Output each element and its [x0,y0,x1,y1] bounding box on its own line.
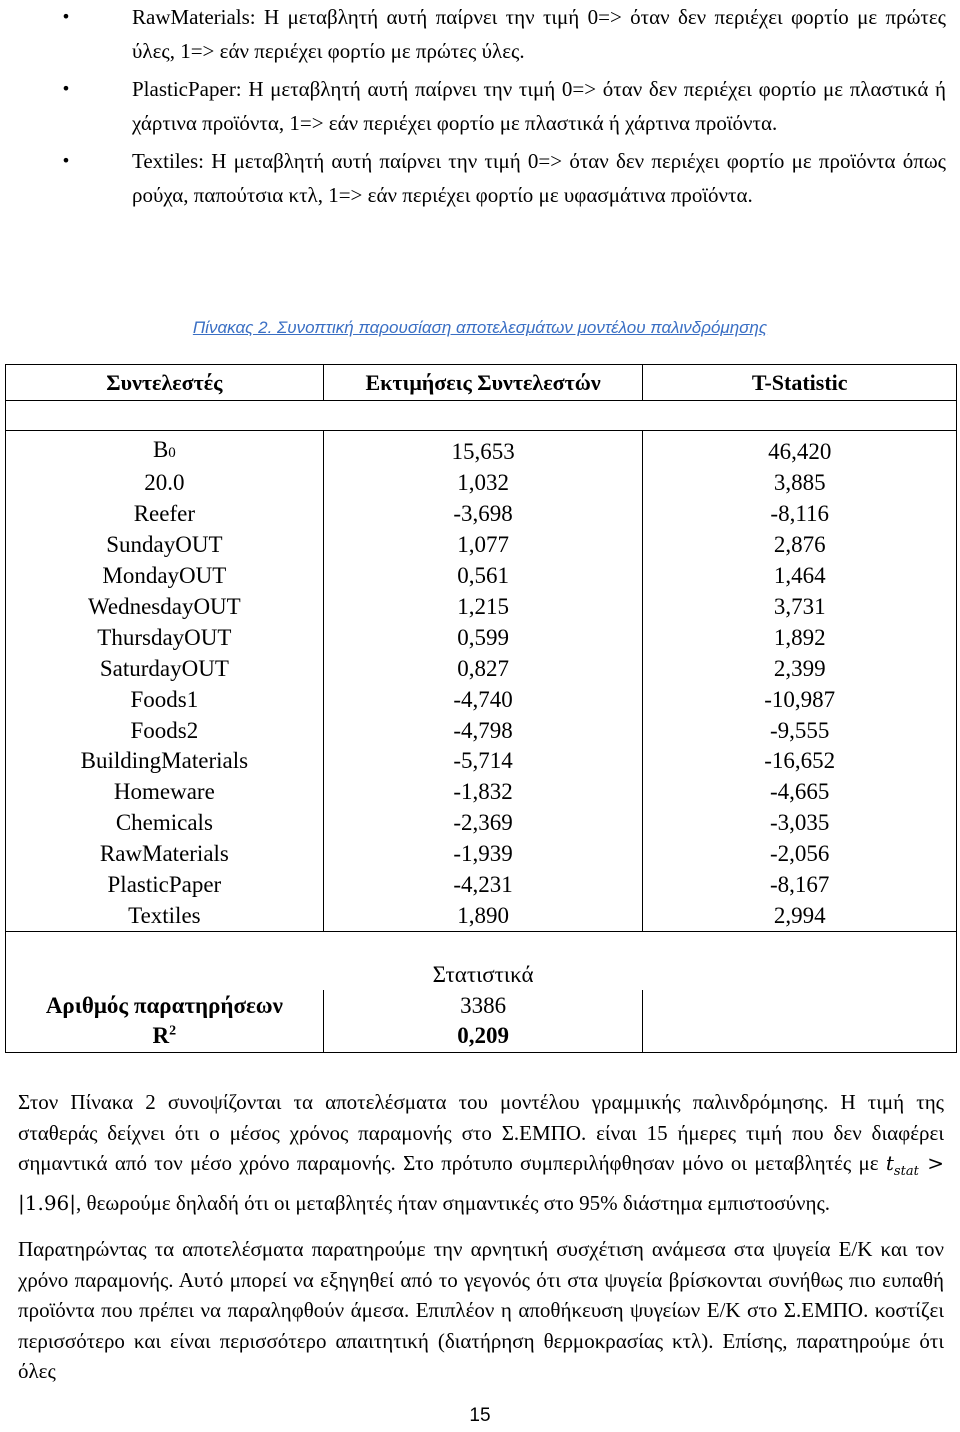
table-row [6,777,957,808]
coef-name: ThursdayOUT [6,622,324,653]
table-row [6,431,957,469]
coef-estimate: 1,032 [323,468,643,499]
bullet-dot-icon: • [61,7,71,26]
coef-tstat: -4,665 [643,777,957,808]
coef-name: PlasticPaper [6,870,324,901]
coef-name: SaturdayOUT [6,653,324,684]
coef-estimate: 0,561 [323,561,643,592]
coef-name: 20.0 [6,468,324,499]
coef-estimate: 0,827 [323,653,643,684]
bullet-text: PlasticPaper: Η μεταβλητή αυτή παίρνει την τιμή 0=> όταν δεν περιέχει φορτίο με πλαστικά ή χάρτινα προϊόντα, 1=> εάν περιέχει φορτίο με πλαστικά ή χάρτινα προϊόντα. [132,77,946,135]
table-row [6,746,957,777]
coef-name: MondayOUT [6,561,324,592]
bullet-item [56,144,946,212]
bullet-dot-icon: • [61,151,71,170]
coef-estimate: -4,798 [323,715,643,746]
coef-tstat: 1,464 [643,561,957,592]
coef-tstat: -8,116 [643,499,957,530]
coef-estimate: 0,599 [323,622,643,653]
coef-estimate: -2,369 [323,808,643,839]
coef-estimate: 15,653 [323,431,643,469]
coef-estimate: 1,215 [323,592,643,623]
page-number: 15 [469,1405,491,1426]
bullet-text: RawMaterials: Η μεταβλητή αυτή παίρνει την τιμή 0=> όταν δεν περιέχει φορτίο με πρώτες ύλες, 1=> εάν περιέχει φορτίο με πρώτες ύλες. [132,5,946,63]
header-estimates: Εκτιμήσεις Συντελεστών [323,365,643,401]
table-caption: Πίνακας 2. Συνοπτική παρουσίαση αποτελεσμάτων μοντέλου παλινδρόμησης [192,318,768,337]
table-row [6,653,957,684]
coef-name: Chemicals [6,808,324,839]
coef-tstat: -9,555 [643,715,957,746]
coef-name: Textiles [6,900,324,931]
r2-value: 0,209 [323,1021,643,1052]
coef-tstat: -2,056 [643,839,957,870]
regression-table [5,364,957,1053]
coef-name: SundayOUT [6,530,324,561]
coef-tstat: 3,885 [643,468,957,499]
table-row [6,561,957,592]
coef-estimate: -1,832 [323,777,643,808]
bullet-list [56,0,946,212]
obs-value: 3386 [323,990,643,1021]
bullet-item [56,0,946,68]
obs-row [6,990,957,1021]
table-row [6,684,957,715]
coef-tstat: 2,994 [643,900,957,931]
coef-estimate: 1,890 [323,900,643,931]
coef-name: RawMaterials [6,839,324,870]
coef-name: Reefer [6,499,324,530]
coef-name: BuildingMaterials [6,746,324,777]
table-row [6,468,957,499]
coef-name: WednesdayOUT [6,592,324,623]
table-row [6,900,957,931]
coef-tstat: -8,167 [643,870,957,901]
coef-tstat: 2,876 [643,530,957,561]
table-row [6,592,957,623]
obs-label: Αριθμός παρατηρήσεων [6,990,324,1021]
table-row [6,870,957,901]
table-body [6,468,957,931]
table-row [6,808,957,839]
table-header-row [6,365,957,401]
bullet-dot-icon: • [61,79,71,98]
table-row [6,622,957,653]
paragraph-results: Στον Πίνακα 2 συνοψίζονται τα αποτελέσματα του μοντέλου γραμμικής παλινδρόμησης. Η τιμή της σταθεράς δείχνει ότι ο μέσος χρόνος παραμονής στο Σ.ΕΜΠΟ. είναι 15 ήμερες τιμή που δεν διαφέρει σημαντικά από τον μέσο χρόνο παραμονής. Στο πρότυπο συμπεριλήφθησαν μόνο οι μεταβλητές με $t_{stat} > |1.96|$, θεωρούμε δηλαδή ότι οι μεταβλητές ήταν σημαντικές στο 95% διάστημα εμπιστοσύνης. [18,1090,944,1215]
r2-row [6,1021,957,1052]
coef-name: B0 [6,431,324,469]
bullet-item [56,72,946,140]
bullet-text: Textiles: Η μεταβλητή αυτή παίρνει την τιμή 0=> όταν δεν περιέχει φορτίο με προϊόντα όπως ρούχα, παπούτσια κτλ, 1=> εάν περιέχει φορτίο με υφασμάτινα προϊόντα. [132,149,946,207]
table-spacer-row [6,401,957,431]
r2-label: $R^2$ [6,1021,324,1052]
table-spacer-row [6,931,957,959]
coef-estimate: -3,698 [323,499,643,530]
table-row [6,530,957,561]
header-coefficients: Συντελεστές [6,365,324,401]
coef-name: Foods2 [6,715,324,746]
coef-tstat: -16,652 [643,746,957,777]
coef-tstat: 1,892 [643,622,957,653]
stats-heading-row [6,959,957,990]
coef-name: Foods1 [6,684,324,715]
coef-tstat: -10,987 [643,684,957,715]
coef-estimate: 1,077 [323,530,643,561]
header-tstatistic: T-Statistic [643,365,957,401]
coef-estimate: -1,939 [323,839,643,870]
coef-tstat: 3,731 [643,592,957,623]
stats-label: Στατιστικά [432,961,534,987]
table-row [6,715,957,746]
coef-estimate: -4,231 [323,870,643,901]
coef-estimate: -5,714 [323,746,643,777]
coef-tstat: -3,035 [643,808,957,839]
coef-tstat: 46,420 [643,431,957,469]
paragraph-observations: Παρατηρώντας τα αποτελέσματα παρατηρούμε την αρνητική συσχέτιση ανάμεσα στα ψυγεία Ε/Κ και τον χρόνο παραμονής. Αυτό μπορεί να εξηγηθεί από το γεγονός ότι στα ψυγεία βρίσκονται συνήθως πιο ευπαθή προϊόντα που πρέπει να παραληφθούν άμεσα. Επιπλέον η αποθήκευση ψυγείων Ε/Κ στο Σ.ΕΜΠΟ. κοστίζει περισσότερο και είναι περισσότερο απαιτητική (διατήρηση θερμοκρασίας κτλ). Επίσης, παρατηρούμε ότι όλες [18,1237,944,1383]
table-row [6,499,957,530]
coef-tstat: 2,399 [643,653,957,684]
table-row [6,839,957,870]
math-tstat: $t_{stat} > |1.96|$ [18,1151,944,1215]
coef-name: Homeware [6,777,324,808]
coef-estimate: -4,740 [323,684,643,715]
